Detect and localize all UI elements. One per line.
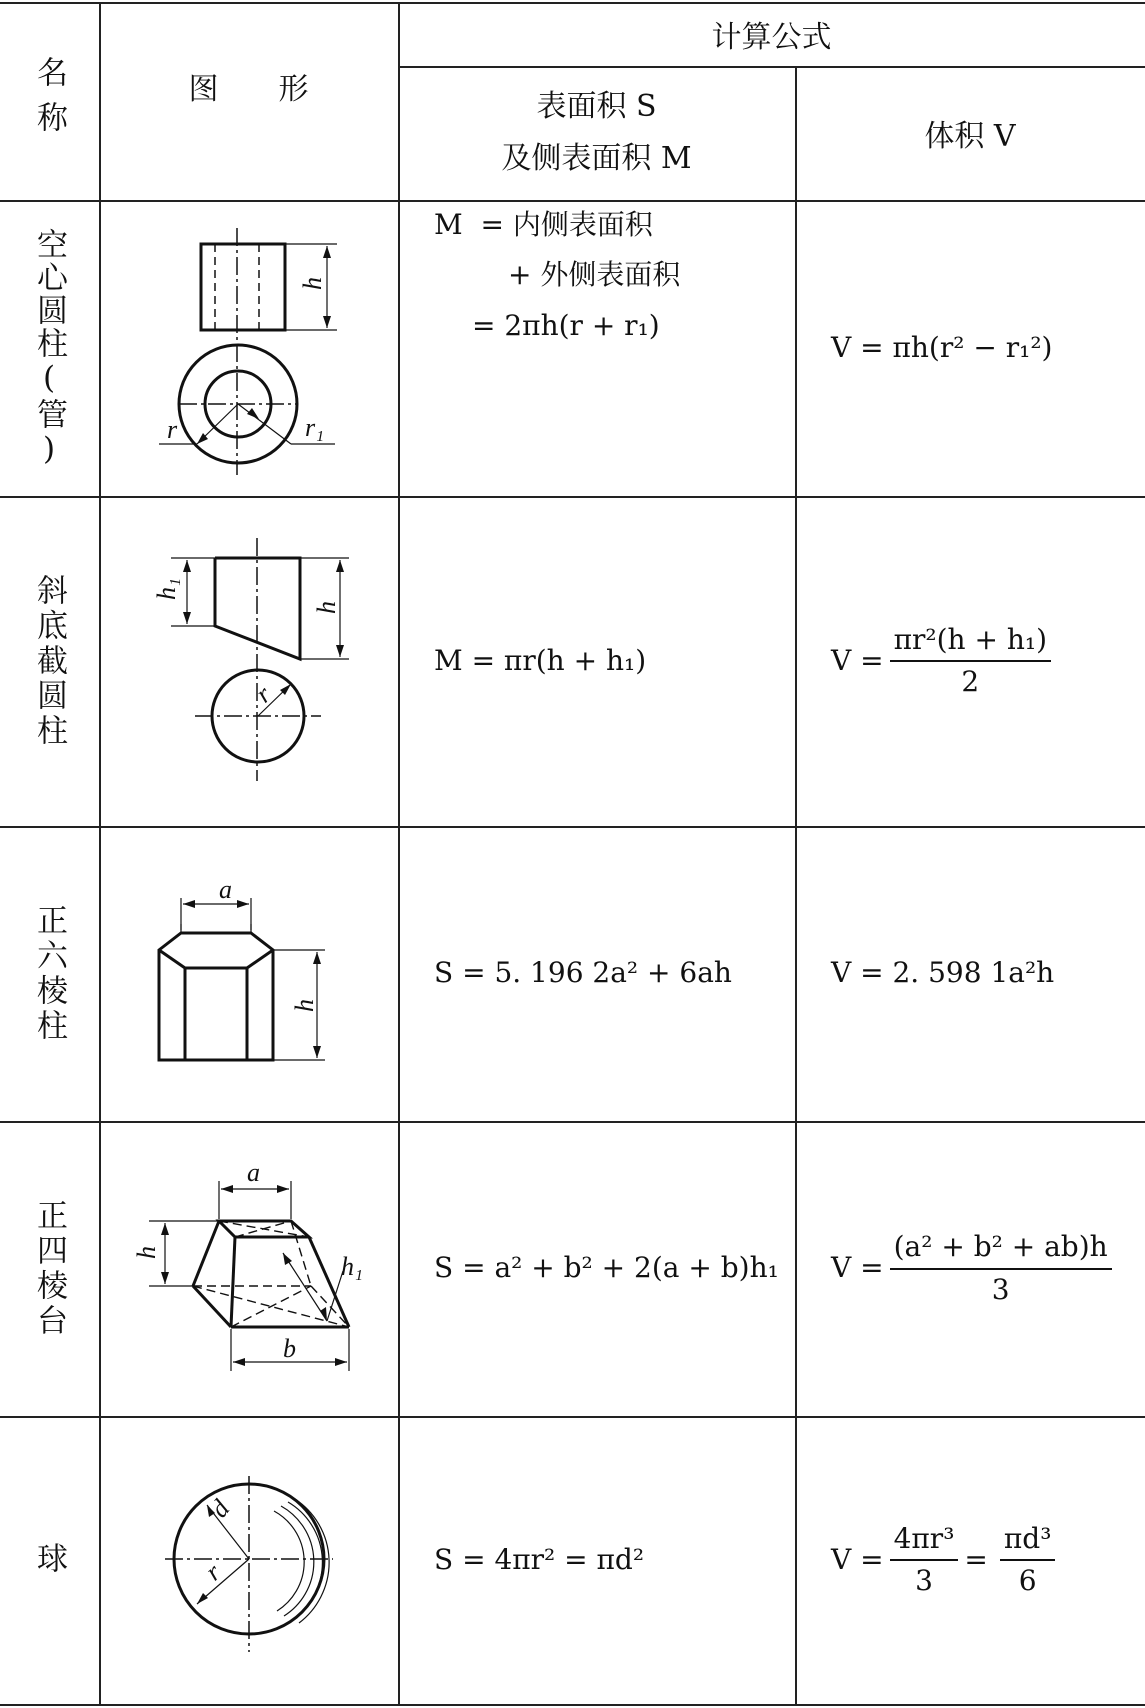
hollow-cylinder-figure: [99, 200, 398, 496]
header-figure: [99, 2, 398, 200]
row-4-name-text: 正四棱台: [31, 1198, 67, 1339]
row-1-surface-line3: = 2πh(r + r₁): [472, 308, 660, 342]
row-1-surface-line1: M = 内侧表面积: [434, 208, 653, 241]
label-h: h: [132, 1246, 161, 1259]
row-1-surface: [398, 200, 795, 496]
label-a: a: [219, 875, 232, 904]
row-4-surface: [398, 1121, 795, 1416]
row-3-volume: [795, 826, 1145, 1121]
row-3-surface: [398, 826, 795, 1121]
header-name-text: 名称: [31, 56, 67, 146]
row-4-surface-text: S = a² + b² + 2(a + b)h₁: [434, 1251, 779, 1285]
label-r: r: [167, 415, 178, 444]
header-name: [0, 2, 99, 200]
row-2-volume-fraction: [890, 622, 1051, 701]
label-h: h: [298, 277, 327, 290]
header-surface: [398, 66, 795, 200]
row-2-volume-prefix: V =: [831, 643, 884, 677]
row-2-volume-numerator: πr²(h + h₁): [890, 622, 1051, 662]
hexagonal-prism-figure: [99, 826, 398, 1121]
row-2-surface-text: M = πr(h + h₁): [434, 643, 647, 677]
table-border-bottom: [0, 1704, 1145, 1706]
label-h: h: [312, 601, 341, 614]
row-5-name: [0, 1416, 99, 1704]
header-surface-line2: 及侧表面积 M: [501, 141, 692, 176]
header-volume-text: 体积 V: [924, 119, 1016, 154]
row-5-volume-equals: =: [964, 1542, 988, 1576]
row-5-volume-fraction-1: [890, 1521, 959, 1600]
row-5-volume-numerator-1: 4πr³: [890, 1521, 959, 1561]
row-2-volume: [795, 496, 1145, 826]
row-5-surface: [398, 1416, 795, 1704]
row-1-name: [0, 200, 99, 496]
row-5-surface-text: S = 4πr² = πd²: [434, 1542, 645, 1576]
row-1-surface-line2: + 外侧表面积: [508, 258, 681, 292]
row-2-name: [0, 496, 99, 826]
row-2-name-text: 斜底截圆柱: [31, 573, 67, 749]
label-r: r: [199, 1557, 227, 1587]
label-h1: h₁: [152, 577, 181, 600]
row-4-name: [0, 1121, 99, 1416]
oblique-cylinder-figure: [99, 496, 398, 826]
header-formula: [398, 2, 1145, 66]
row-5-volume-fraction-2: [1000, 1521, 1056, 1600]
row-4-volume-denominator: 3: [991, 1272, 1010, 1306]
row-2-surface: [398, 496, 795, 826]
row-3-name: [0, 826, 99, 1121]
label-h1: h₁: [341, 1252, 364, 1281]
row-3-surface-text: S = 5. 196 2a² + 6ah: [434, 956, 732, 990]
label-a: a: [247, 1158, 260, 1187]
row-4-volume-prefix: V =: [831, 1251, 884, 1285]
row-5-volume-prefix: V =: [831, 1542, 884, 1576]
row-1-volume-text: V = πh(r² − r₁²): [831, 330, 1053, 364]
sphere-figure: [99, 1416, 398, 1704]
label-d: d: [204, 1494, 236, 1524]
row-3-volume-text: V = 2. 598 1a²h: [831, 956, 1055, 990]
label-r1: r₁: [305, 413, 325, 442]
row-2-volume-denominator: 2: [961, 665, 980, 698]
row-1-volume: [795, 200, 1145, 496]
label-r: r: [249, 679, 277, 709]
row-5-volume: [795, 1416, 1145, 1704]
row-1-name-text: 空心圆柱(管): [31, 227, 67, 469]
row-4-volume-numerator: (a² + b² + ab)h: [890, 1229, 1112, 1269]
row-5-volume-denominator-2: 6: [1018, 1564, 1037, 1597]
header-volume: [795, 66, 1145, 200]
label-h: h: [290, 999, 319, 1012]
header-figure-text: 图 形: [188, 72, 309, 107]
row-3-name-text: 正六棱柱: [31, 903, 67, 1044]
header-surface-line1: 表面积 S: [536, 88, 657, 124]
row-5-name-text: 球: [31, 1541, 67, 1579]
square-frustum-figure: [99, 1121, 398, 1416]
row-4-volume: [795, 1121, 1145, 1416]
header-formula-text: 计算公式: [711, 20, 832, 55]
row-5-volume-denominator-1: 3: [915, 1564, 933, 1597]
row-5-volume-numerator-2: πd³: [1000, 1521, 1056, 1561]
row-4-volume-fraction: [890, 1229, 1112, 1308]
label-b: b: [283, 1334, 296, 1363]
